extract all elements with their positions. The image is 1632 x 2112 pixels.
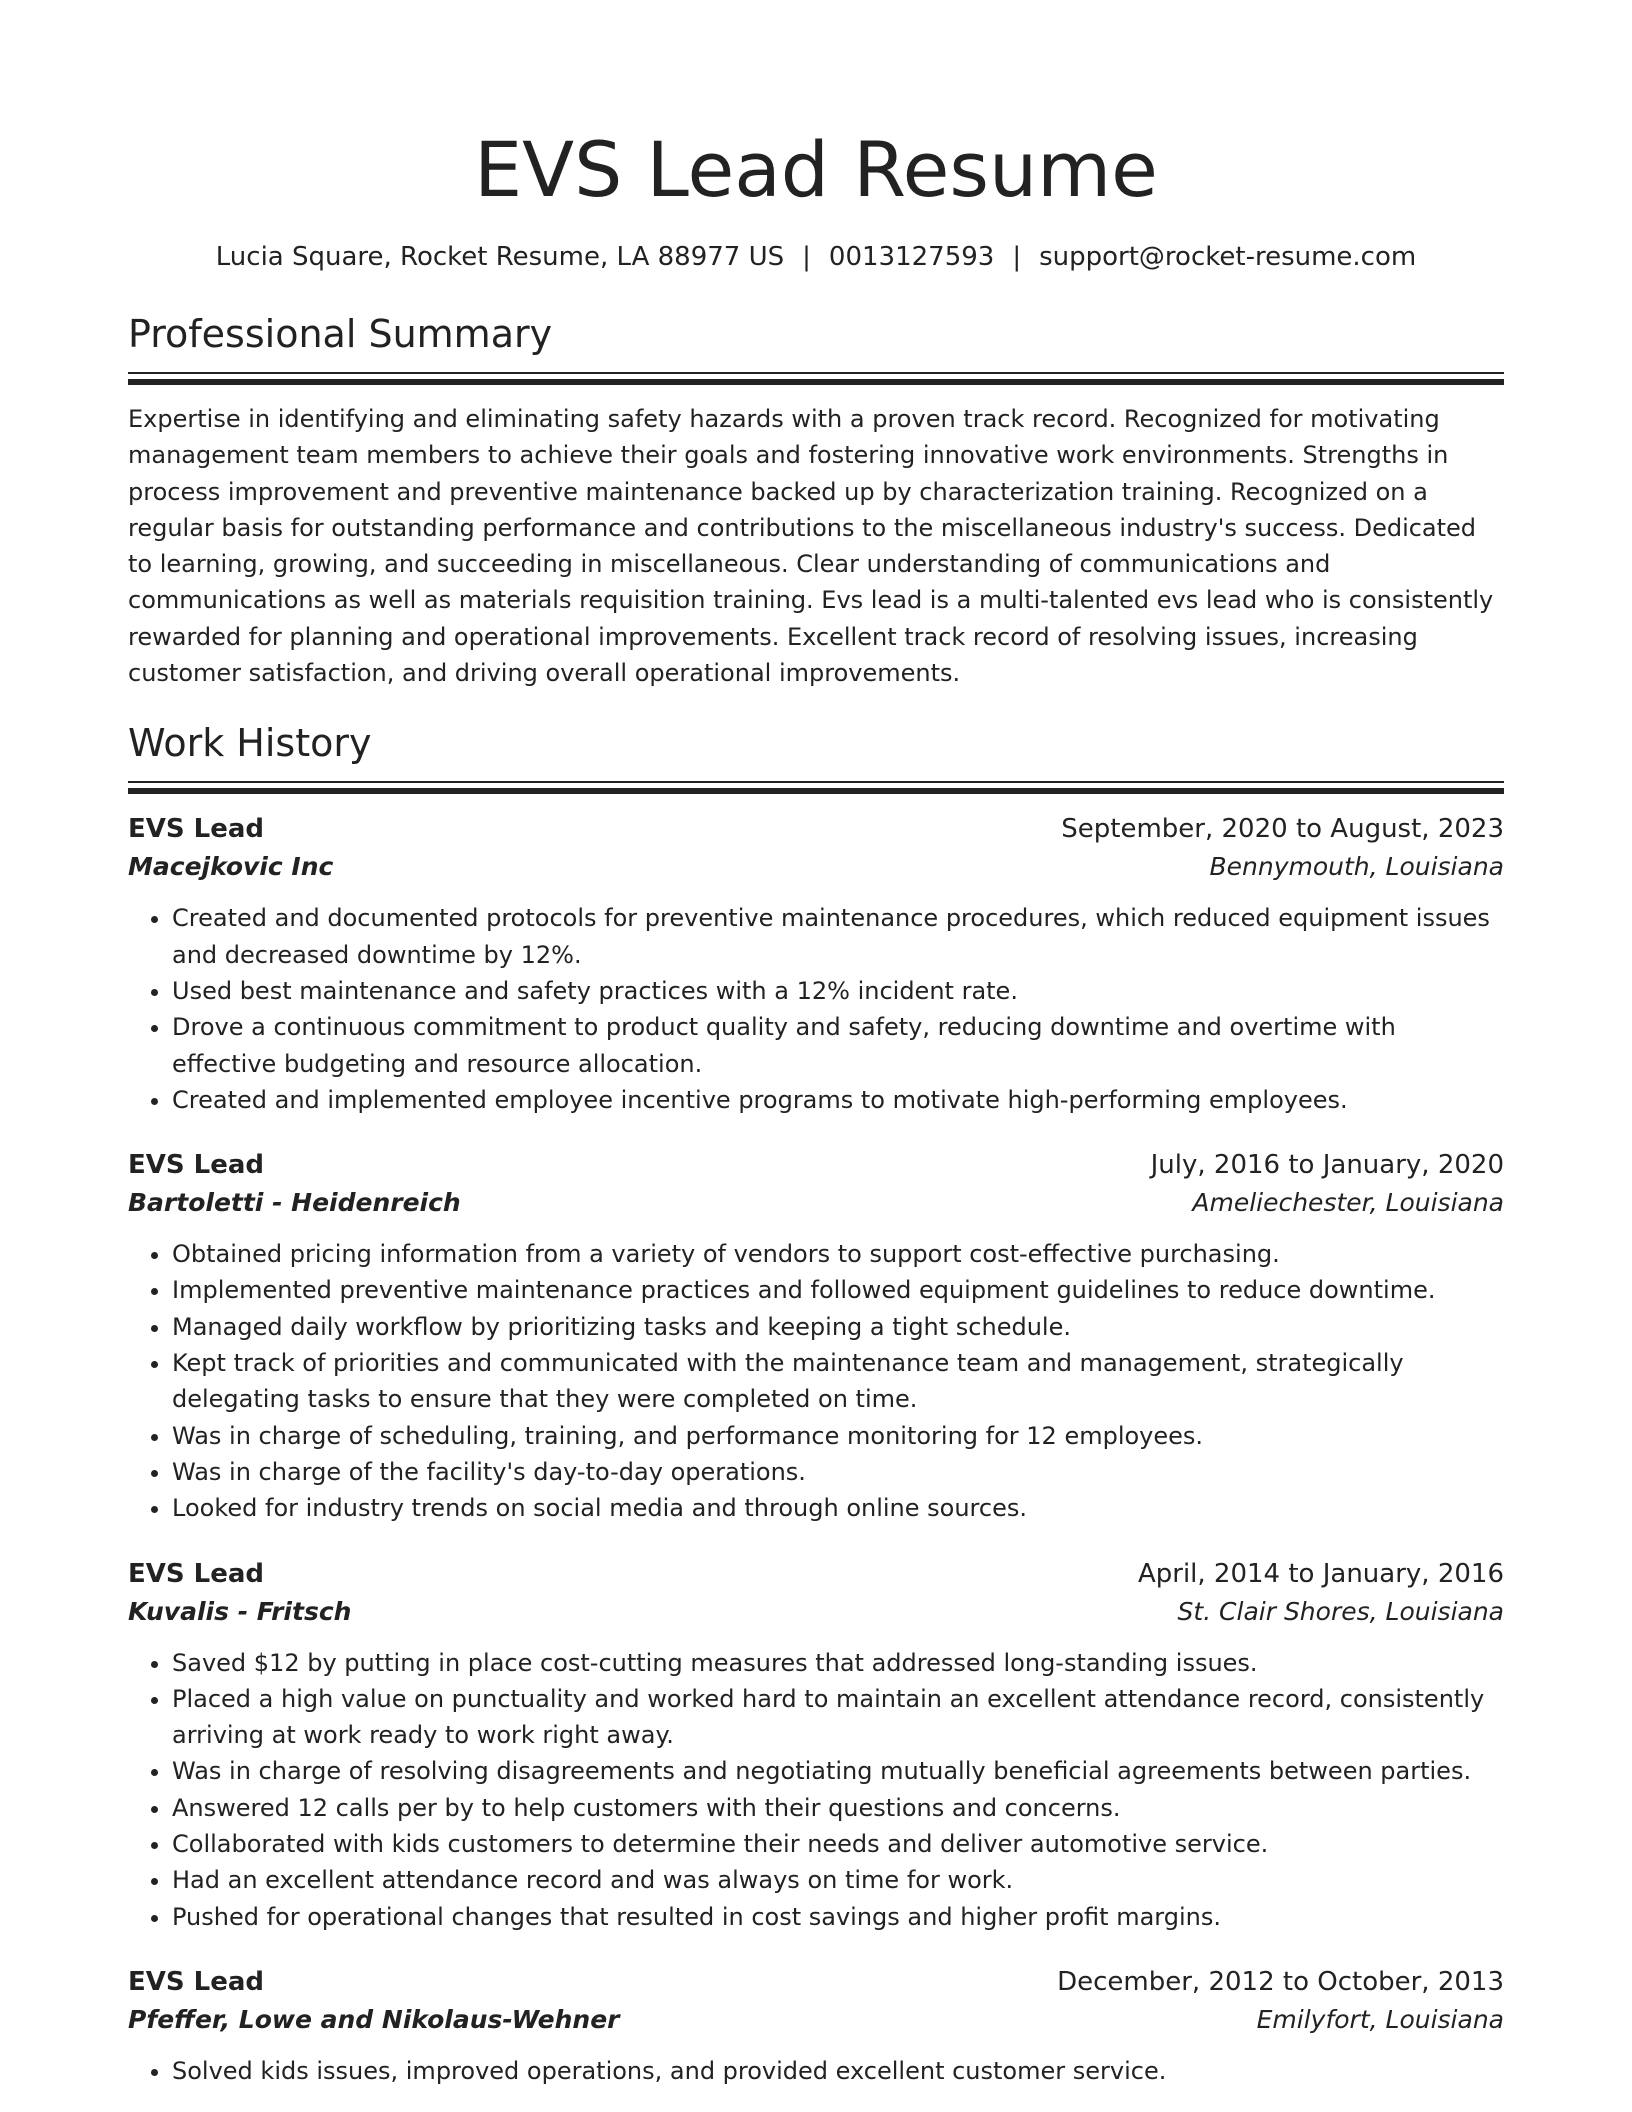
section-title-summary: Professional Summary	[128, 312, 553, 356]
job-dates: July, 2016 to January, 2020	[1150, 1150, 1504, 1181]
section-divider	[128, 781, 1504, 794]
job-bullet: • Created and documented protocols for preventive maintenance procedures, which reduced equipment issues and decreased downtime by 12%.	[172, 900, 1504, 973]
contact-email: support@rocket-resume.com	[1039, 242, 1417, 272]
job-bullet: • Looked for industry trends on social media and through online sources.	[172, 1490, 1504, 1526]
job-company: Pfeffer, Lowe and Nikolaus-Wehner	[128, 2004, 620, 2034]
job-company-row	[128, 848, 1504, 886]
job-location: St. Clair Shores, Louisiana	[1177, 1596, 1504, 1626]
job-bullet-list	[128, 2053, 1504, 2089]
section-title-work-history: Work History	[128, 721, 372, 766]
job-company-row	[128, 2001, 1504, 2039]
job-company: Macejkovic Inc	[128, 852, 334, 882]
summary-text: Expertise in identifying and eliminating safety hazards with a proven track record. Recognized for motivating management team members to achieve their goals and fostering innovative work environments. Strengths in process improvement and preventive maintenance backed up by characterization training. Recognized on a regular basis for outstanding performance and contributions to the miscellaneous industry's success. Dedicated to learning, growing, and succeeding in miscellaneous. Clear understanding of communications and communications as well as materials requisition training. Evs lead is a multi-talented evs lead who is consistently rewarded for planning and operational improvements. Excellent track record of resolving issues, increasing customer satisfaction, and driving overall operational improvements.	[128, 405, 1494, 688]
job-bullet: • Obtained pricing information from a variety of vendors to support cost-effective purchasing.	[172, 1236, 1504, 1272]
job-dates: April, 2014 to January, 2016	[1137, 1558, 1504, 1589]
job-dates: September, 2020 to August, 2023	[1061, 814, 1504, 845]
job-header-row	[128, 1555, 1504, 1593]
job-bullet: • Pushed for operational changes that resulted in cost savings and higher profit margins.	[172, 1899, 1504, 1935]
job-bullet: • Was in charge of the facility's day-to-day operations.	[172, 1454, 1504, 1490]
job-bullet: • Implemented preventive maintenance practices and followed equipment guidelines to reduce downtime.	[172, 1272, 1504, 1308]
job-company-row	[128, 1593, 1504, 1631]
job-entry	[128, 1146, 1504, 1526]
section-divider	[128, 372, 1504, 385]
job-bullet: • Solved kids issues, improved operations, and provided excellent customer service.	[172, 2053, 1504, 2089]
job-dates: December, 2012 to October, 2013	[1057, 1966, 1504, 1997]
job-bullet: • Managed daily workflow by prioritizing tasks and keeping a tight schedule.	[172, 1309, 1504, 1345]
job-bullet: • Answered 12 calls per by to help customers with their questions and concerns.	[172, 1790, 1504, 1826]
job-title: EVS Lead	[128, 1150, 265, 1181]
job-bullet: • Kept track of priorities and communicated with the maintenance team and management, strategically delegating tasks to ensure that they were completed on time.	[172, 1345, 1504, 1418]
job-list	[128, 810, 1504, 2089]
job-bullet: • Saved $12 by putting in place cost-cutting measures that addressed long-standing issues.	[172, 1645, 1504, 1681]
resume-title: EVS Lead Resume	[474, 125, 1158, 214]
job-company: Kuvalis - Fritsch	[128, 1596, 352, 1626]
job-title: EVS Lead	[128, 814, 265, 845]
job-location: Ameliechester, Louisiana	[1192, 1188, 1504, 1218]
job-bullet: • Created and implemented employee incentive programs to motivate high-performing employees.	[172, 1082, 1504, 1118]
contact-separator: |	[1012, 242, 1022, 272]
contact-line	[128, 240, 1504, 274]
job-bullet: • Had an excellent attendance record and was always on time for work.	[172, 1862, 1504, 1898]
job-entry	[128, 810, 1504, 1118]
job-bullet: • Used best maintenance and safety practices with a 12% incident rate.	[172, 973, 1504, 1009]
contact-phone: 0013127593	[828, 242, 995, 272]
job-title: EVS Lead	[128, 1558, 265, 1589]
job-bullet: • Placed a high value on punctuality and worked hard to maintain an excellent attendance record, consistently arriving at work ready to work right away.	[172, 1681, 1504, 1754]
job-location: Bennymouth, Louisiana	[1209, 852, 1504, 882]
job-location: Emilyfort, Louisiana	[1256, 2004, 1504, 2034]
job-bullet: • Was in charge of resolving disagreements and negotiating mutually beneficial agreements between parties.	[172, 1753, 1504, 1789]
job-bullet-list	[128, 1645, 1504, 1935]
job-bullet: • Was in charge of scheduling, training, and performance monitoring for 12 employees.	[172, 1418, 1504, 1454]
job-bullet: • Drove a continuous commitment to product quality and safety, reducing downtime and overtime with effective budgeting and resource allocation.	[172, 1009, 1504, 1082]
job-company-row	[128, 1184, 1504, 1222]
job-bullet-list	[128, 900, 1504, 1118]
professional-summary-section	[128, 310, 1504, 691]
job-entry	[128, 1555, 1504, 1935]
contact-address: Lucia Square, Rocket Resume, LA 88977 US	[215, 242, 785, 272]
contact-separator: |	[802, 242, 811, 272]
work-history-section	[128, 719, 1504, 2089]
job-bullet: • Collaborated with kids customers to determine their needs and deliver automotive service.	[172, 1826, 1504, 1862]
job-title: EVS Lead	[128, 1966, 265, 1997]
job-bullet-list	[128, 1236, 1504, 1526]
job-header-row	[128, 1963, 1504, 2001]
job-header-row	[128, 810, 1504, 848]
job-header-row	[128, 1146, 1504, 1184]
job-entry	[128, 1963, 1504, 2089]
job-company: Bartoletti - Heidenreich	[128, 1188, 461, 1218]
